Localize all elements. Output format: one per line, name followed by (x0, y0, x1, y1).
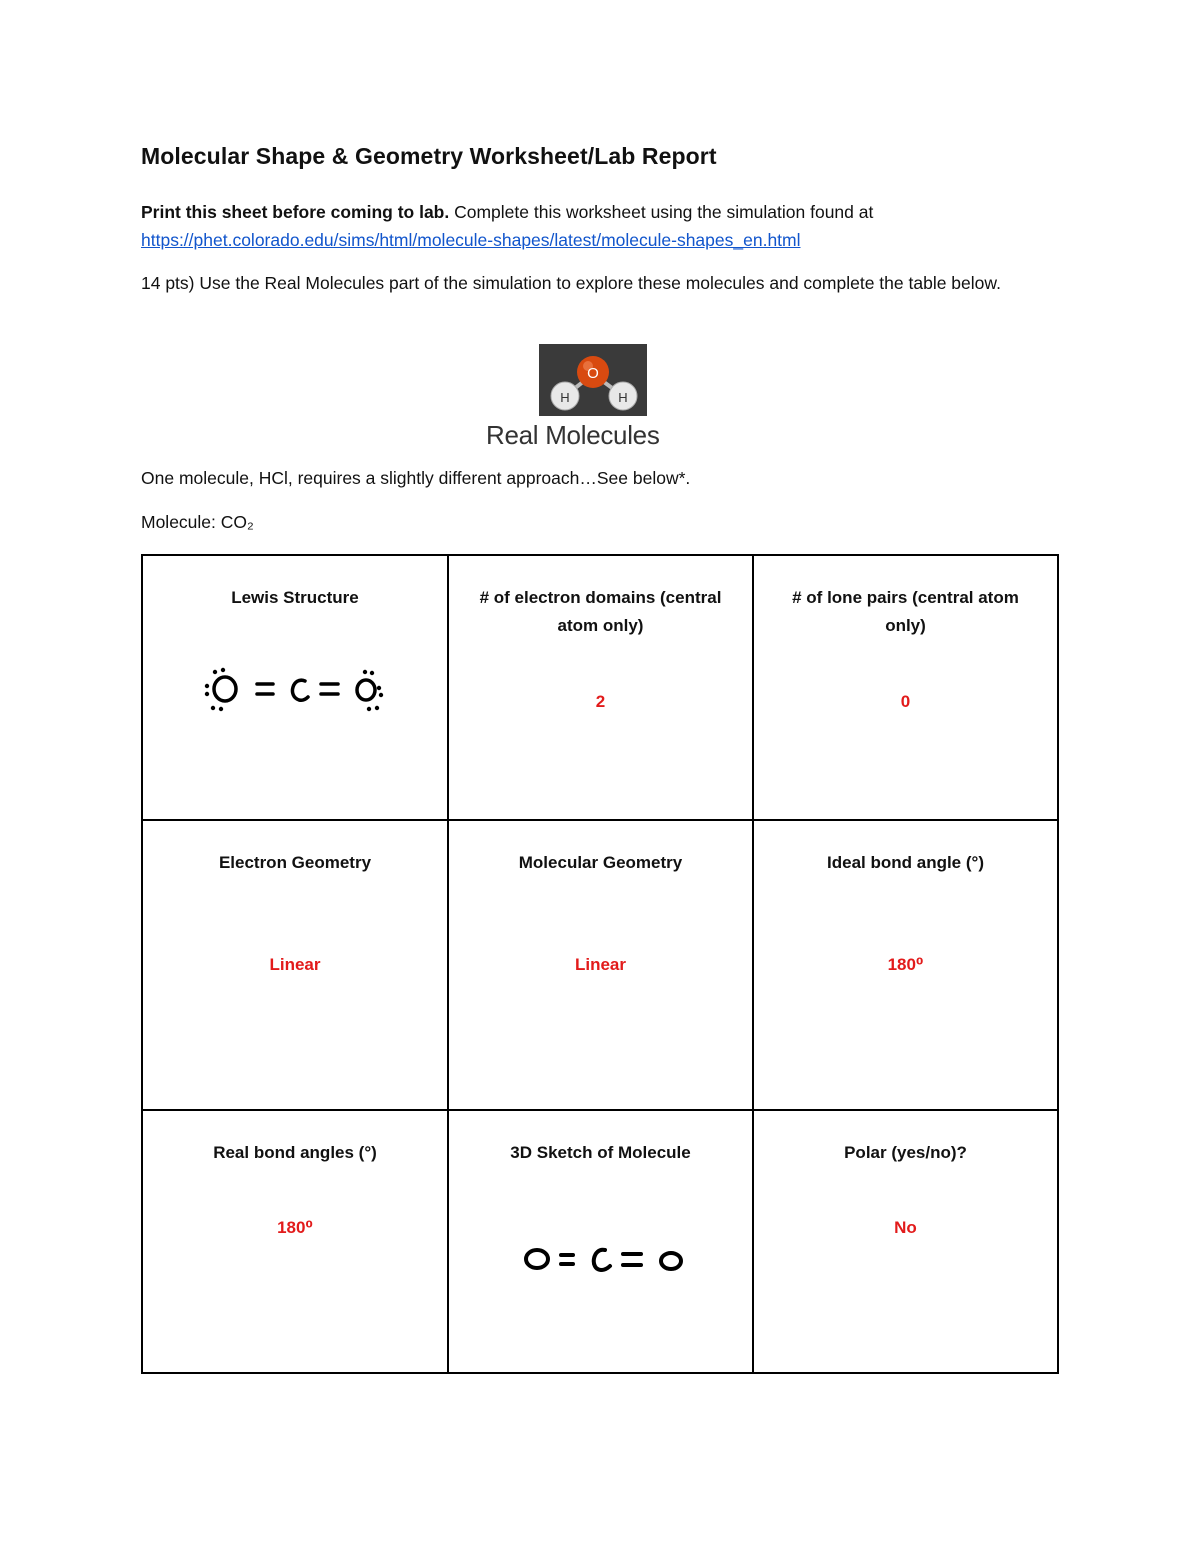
cell-polar (754, 1111, 1057, 1372)
cell-answer: Linear (574, 955, 627, 974)
intro-text: Complete this worksheet using the simulation found at (449, 202, 874, 222)
cell-lewis-structure (143, 556, 449, 821)
cell-answer: 0 (900, 692, 911, 711)
simulation-link[interactable]: https://phet.colorado.edu/sims/html/molecule-shapes/latest/molecule-shapes_en.html (141, 230, 801, 250)
real-molecules-logo (486, 344, 702, 452)
molecule-name: Molecule: CO₂ (141, 512, 254, 532)
cell-label: 3D Sketch of Molecule (510, 1143, 691, 1162)
page-title: Molecular Shape & Geometry Worksheet/Lab Report (141, 143, 717, 169)
cell-label: Lewis Structure (231, 588, 359, 607)
lewis-structure-drawing (201, 664, 391, 716)
cell-answer: Linear (269, 955, 321, 974)
cell-label: # of electron domains (central atom only) (479, 588, 722, 635)
molecule-table (141, 554, 1059, 1374)
oxygen-label: O (587, 365, 599, 382)
real-molecules-label: Real Molecules (486, 420, 660, 450)
cell-label: Real bond angles (°) (213, 1143, 377, 1162)
cell-label: # of lone pairs (central atom only) (792, 588, 1019, 635)
cell-answer: 180⁰ (277, 1218, 313, 1237)
cell-answer: 2 (595, 692, 606, 711)
cell-label: Ideal bond angle (°) (827, 853, 984, 872)
3d-sketch-drawing (519, 1239, 694, 1279)
cell-answer: 180⁰ (887, 955, 924, 974)
cell-label: Electron Geometry (218, 853, 372, 872)
intro-paragraph (141, 198, 1061, 254)
water-molecule-icon (539, 344, 647, 416)
task-instructions: 14 pts) Use the Real Molecules part of the simulation to explore these molecules and complete the table below. (141, 273, 1001, 293)
water-molecule-image (539, 344, 647, 416)
cell-real-bond-angles (143, 1111, 449, 1372)
cell-label: Molecular Geometry (518, 853, 683, 872)
cell-lone-pairs (754, 556, 1057, 821)
hcl-note: One molecule, HCl, requires a slightly different approach…See below*. (141, 468, 691, 488)
hydrogen-right-label: H (618, 390, 628, 405)
cell-3d-sketch (449, 1111, 754, 1372)
cell-molecular-geometry (449, 821, 754, 1111)
cell-electron-domains (449, 556, 754, 821)
cell-ideal-bond-angle (754, 821, 1057, 1111)
cell-answer: No (894, 1218, 917, 1237)
cell-electron-geometry (143, 821, 449, 1111)
cell-label: Polar (yes/no)? (844, 1143, 967, 1162)
intro-bold-text: Print this sheet before coming to lab. (141, 202, 450, 222)
hydrogen-left-label: H (560, 390, 570, 405)
